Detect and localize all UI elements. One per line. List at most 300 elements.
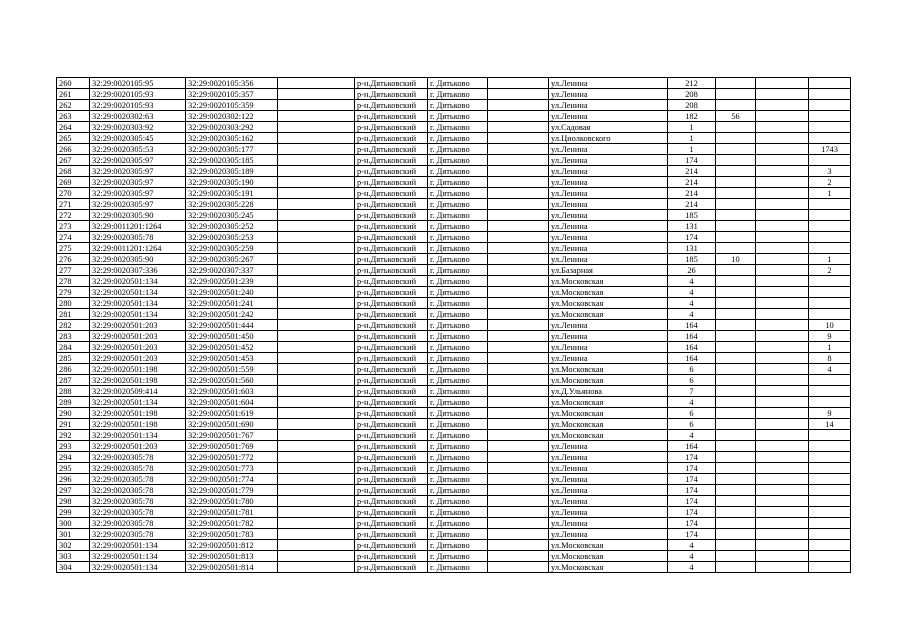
house-number-cell: 4 [668, 298, 716, 309]
empty-cell [756, 342, 809, 353]
cadastral-number-cell: 32:29:0020501:690 [186, 419, 278, 430]
empty-cell [756, 89, 809, 100]
empty-cell [756, 100, 809, 111]
empty-cell [488, 89, 549, 100]
city-cell: г. Дятьково [428, 320, 488, 331]
empty-cell [488, 452, 549, 463]
empty-cell [756, 320, 809, 331]
table-row [57, 89, 851, 100]
street-cell: ул.Московская [549, 364, 668, 375]
empty-cell [488, 287, 549, 298]
empty-cell [278, 331, 355, 342]
street-cell: ул.Ленина [549, 518, 668, 529]
row-number-cell: 277 [57, 265, 90, 276]
parent-cadastral-cell: 32:29:0020105:95 [90, 78, 186, 89]
cadastral-number-cell: 32:29:0020305:259 [186, 243, 278, 254]
street-cell: ул.Ленина [549, 166, 668, 177]
empty-cell [488, 397, 549, 408]
empty-cell [278, 166, 355, 177]
room-number-cell [809, 474, 851, 485]
city-cell: г. Дятьково [428, 452, 488, 463]
row-number-cell: 301 [57, 529, 90, 540]
city-cell: г. Дятьково [428, 474, 488, 485]
empty-cell [756, 364, 809, 375]
city-cell: г. Дятьково [428, 265, 488, 276]
table-row [57, 331, 851, 342]
city-cell: г. Дятьково [428, 254, 488, 265]
house-number-cell: 1 [668, 133, 716, 144]
empty-cell [488, 419, 549, 430]
table-row [57, 342, 851, 353]
city-cell: г. Дятьково [428, 551, 488, 562]
row-number-cell: 263 [57, 111, 90, 122]
house-number-cell: 208 [668, 100, 716, 111]
street-cell: ул.Ленина [549, 177, 668, 188]
cadastral-number-cell: 32:29:0020501:240 [186, 287, 278, 298]
house-number-cell: 6 [668, 375, 716, 386]
street-cell: ул.Московская [549, 408, 668, 419]
street-cell: ул.Московская [549, 276, 668, 287]
table-row [57, 155, 851, 166]
table-row [57, 529, 851, 540]
flat-number-cell [716, 397, 756, 408]
district-cell: р-н.Дятьковский [355, 133, 428, 144]
street-cell: ул.Циолковского [549, 133, 668, 144]
room-number-cell [809, 309, 851, 320]
flat-number-cell [716, 265, 756, 276]
row-number-cell: 283 [57, 331, 90, 342]
district-cell: р-н.Дятьковский [355, 441, 428, 452]
empty-cell [278, 397, 355, 408]
cadastral-number-cell: 32:29:0020305:252 [186, 221, 278, 232]
city-cell: г. Дятьково [428, 89, 488, 100]
row-number-cell: 303 [57, 551, 90, 562]
flat-number-cell [716, 342, 756, 353]
parent-cadastral-cell: 32:29:0020501:134 [90, 551, 186, 562]
table-row [57, 353, 851, 364]
empty-cell [488, 243, 549, 254]
cadastral-number-cell: 32:29:0020501:779 [186, 485, 278, 496]
parent-cadastral-cell: 32:29:0011201:1264 [90, 221, 186, 232]
empty-cell [278, 276, 355, 287]
street-cell: ул.Ленина [549, 144, 668, 155]
table-row [57, 496, 851, 507]
house-number-cell: 4 [668, 430, 716, 441]
flat-number-cell [716, 155, 756, 166]
cadastral-number-cell: 32:29:0020501:782 [186, 518, 278, 529]
cadastral-number-cell: 32:29:0020501:780 [186, 496, 278, 507]
cadastral-number-cell: 32:29:0020501:619 [186, 408, 278, 419]
flat-number-cell [716, 177, 756, 188]
cadastral-number-cell: 32:29:0020305:190 [186, 177, 278, 188]
empty-cell [756, 496, 809, 507]
row-number-cell: 276 [57, 254, 90, 265]
flat-number-cell [716, 551, 756, 562]
empty-cell [756, 452, 809, 463]
row-number-cell: 260 [57, 78, 90, 89]
cadastral-number-cell: 32:29:0020303:292 [186, 122, 278, 133]
house-number-cell: 6 [668, 364, 716, 375]
city-cell: г. Дятьково [428, 342, 488, 353]
flat-number-cell [716, 78, 756, 89]
city-cell: г. Дятьково [428, 122, 488, 133]
empty-cell [756, 254, 809, 265]
row-number-cell: 296 [57, 474, 90, 485]
empty-cell [278, 507, 355, 518]
parent-cadastral-cell: 32:29:0020303:92 [90, 122, 186, 133]
empty-cell [278, 199, 355, 210]
room-number-cell [809, 540, 851, 551]
parent-cadastral-cell: 32:29:0020501:134 [90, 397, 186, 408]
empty-cell [278, 353, 355, 364]
district-cell: р-н.Дятьковский [355, 221, 428, 232]
street-cell: ул.Московская [549, 375, 668, 386]
district-cell: р-н.Дятьковский [355, 375, 428, 386]
street-cell: ул.Базарная [549, 265, 668, 276]
flat-number-cell [716, 232, 756, 243]
room-number-cell: 2 [809, 265, 851, 276]
house-number-cell: 174 [668, 232, 716, 243]
empty-cell [756, 243, 809, 254]
room-number-cell [809, 221, 851, 232]
house-number-cell: 174 [668, 155, 716, 166]
empty-cell [756, 562, 809, 573]
district-cell: р-н.Дятьковский [355, 430, 428, 441]
cadastral-number-cell: 32:29:0020305:185 [186, 155, 278, 166]
table-row [57, 463, 851, 474]
empty-cell [756, 375, 809, 386]
cadastral-number-cell: 32:29:0020501:813 [186, 551, 278, 562]
house-number-cell: 208 [668, 89, 716, 100]
street-cell: ул.Московская [549, 430, 668, 441]
empty-cell [756, 485, 809, 496]
city-cell: г. Дятьково [428, 463, 488, 474]
empty-cell [488, 78, 549, 89]
house-number-cell: 4 [668, 562, 716, 573]
empty-cell [278, 89, 355, 100]
empty-cell [756, 122, 809, 133]
empty-cell [756, 166, 809, 177]
street-cell: ул.Ленина [549, 232, 668, 243]
flat-number-cell [716, 287, 756, 298]
cadastral-number-cell: 32:29:0020501:603 [186, 386, 278, 397]
empty-cell [756, 232, 809, 243]
room-number-cell: 3 [809, 166, 851, 177]
city-cell: г. Дятьково [428, 287, 488, 298]
district-cell: р-н.Дятьковский [355, 397, 428, 408]
row-number-cell: 288 [57, 386, 90, 397]
table-row [57, 199, 851, 210]
street-cell: ул.Ленина [549, 254, 668, 265]
street-cell: ул.Ленина [549, 320, 668, 331]
room-number-cell [809, 375, 851, 386]
parent-cadastral-cell: 32:29:0020501:203 [90, 441, 186, 452]
room-number-cell [809, 496, 851, 507]
empty-cell [278, 265, 355, 276]
district-cell: р-н.Дятьковский [355, 496, 428, 507]
table-row [57, 386, 851, 397]
cadastral-number-cell: 32:29:0020105:359 [186, 100, 278, 111]
empty-cell [278, 100, 355, 111]
flat-number-cell [716, 408, 756, 419]
district-cell: р-н.Дятьковский [355, 243, 428, 254]
empty-cell [488, 122, 549, 133]
registry-table [56, 77, 851, 573]
empty-cell [278, 463, 355, 474]
empty-cell [278, 122, 355, 133]
district-cell: р-н.Дятьковский [355, 89, 428, 100]
flat-number-cell [716, 375, 756, 386]
room-number-cell: 1 [809, 342, 851, 353]
table-row [57, 287, 851, 298]
cadastral-number-cell: 32:29:0020501:812 [186, 540, 278, 551]
house-number-cell: 131 [668, 221, 716, 232]
house-number-cell: 164 [668, 353, 716, 364]
house-number-cell: 185 [668, 210, 716, 221]
empty-cell [488, 364, 549, 375]
row-number-cell: 300 [57, 518, 90, 529]
empty-cell [488, 342, 549, 353]
street-cell: ул.Ленина [549, 243, 668, 254]
parent-cadastral-cell: 32:29:0020305:78 [90, 496, 186, 507]
parent-cadastral-cell: 32:29:0020501:203 [90, 353, 186, 364]
flat-number-cell: 56 [716, 111, 756, 122]
district-cell: р-н.Дятьковский [355, 518, 428, 529]
empty-cell [756, 386, 809, 397]
house-number-cell: 174 [668, 507, 716, 518]
city-cell: г. Дятьково [428, 78, 488, 89]
district-cell: р-н.Дятьковский [355, 232, 428, 243]
flat-number-cell [716, 518, 756, 529]
row-number-cell: 272 [57, 210, 90, 221]
parent-cadastral-cell: 32:29:0020501:134 [90, 309, 186, 320]
flat-number-cell [716, 243, 756, 254]
table-row [57, 474, 851, 485]
room-number-cell: 9 [809, 408, 851, 419]
room-number-cell: 4 [809, 364, 851, 375]
house-number-cell: 164 [668, 342, 716, 353]
flat-number-cell [716, 529, 756, 540]
row-number-cell: 298 [57, 496, 90, 507]
parent-cadastral-cell: 32:29:0020501:134 [90, 276, 186, 287]
empty-cell [278, 188, 355, 199]
empty-cell [278, 518, 355, 529]
empty-cell [756, 540, 809, 551]
row-number-cell: 295 [57, 463, 90, 474]
flat-number-cell [716, 144, 756, 155]
house-number-cell: 182 [668, 111, 716, 122]
district-cell: р-н.Дятьковский [355, 177, 428, 188]
parent-cadastral-cell: 32:29:0020105:93 [90, 100, 186, 111]
empty-cell [278, 210, 355, 221]
house-number-cell: 164 [668, 320, 716, 331]
empty-cell [488, 441, 549, 452]
empty-cell [756, 353, 809, 364]
empty-cell [278, 177, 355, 188]
city-cell: г. Дятьково [428, 177, 488, 188]
street-cell: ул.Московская [549, 540, 668, 551]
street-cell: ул.Московская [549, 287, 668, 298]
street-cell: ул.Московская [549, 419, 668, 430]
room-number-cell: 1 [809, 188, 851, 199]
empty-cell [756, 133, 809, 144]
empty-cell [756, 78, 809, 89]
row-number-cell: 293 [57, 441, 90, 452]
table-row [57, 397, 851, 408]
room-number-cell [809, 430, 851, 441]
row-number-cell: 264 [57, 122, 90, 133]
empty-cell [756, 287, 809, 298]
city-cell: г. Дятьково [428, 518, 488, 529]
city-cell: г. Дятьково [428, 375, 488, 386]
flat-number-cell [716, 562, 756, 573]
room-number-cell [809, 199, 851, 210]
cadastral-number-cell: 32:29:0020105:357 [186, 89, 278, 100]
table-row [57, 408, 851, 419]
row-number-cell: 282 [57, 320, 90, 331]
city-cell: г. Дятьково [428, 386, 488, 397]
parent-cadastral-cell: 32:29:0020501:134 [90, 287, 186, 298]
district-cell: р-н.Дятьковский [355, 122, 428, 133]
flat-number-cell [716, 199, 756, 210]
row-number-cell: 269 [57, 177, 90, 188]
district-cell: р-н.Дятьковский [355, 155, 428, 166]
cadastral-number-cell: 32:29:0020501:444 [186, 320, 278, 331]
cadastral-number-cell: 32:29:0020305:253 [186, 232, 278, 243]
table-row [57, 166, 851, 177]
city-cell: г. Дятьково [428, 133, 488, 144]
room-number-cell [809, 243, 851, 254]
cadastral-number-cell: 32:29:0020501:604 [186, 397, 278, 408]
room-number-cell [809, 463, 851, 474]
city-cell: г. Дятьково [428, 485, 488, 496]
district-cell: р-н.Дятьковский [355, 562, 428, 573]
district-cell: р-н.Дятьковский [355, 364, 428, 375]
flat-number-cell [716, 386, 756, 397]
parent-cadastral-cell: 32:29:0020305:97 [90, 199, 186, 210]
empty-cell [278, 232, 355, 243]
table-row [57, 188, 851, 199]
room-number-cell: 9 [809, 331, 851, 342]
empty-cell [488, 353, 549, 364]
parent-cadastral-cell: 32:29:0020305:90 [90, 210, 186, 221]
parent-cadastral-cell: 32:29:0020305:90 [90, 254, 186, 265]
table-row [57, 232, 851, 243]
empty-cell [488, 562, 549, 573]
row-number-cell: 294 [57, 452, 90, 463]
district-cell: р-н.Дятьковский [355, 265, 428, 276]
parent-cadastral-cell: 32:29:0020305:97 [90, 155, 186, 166]
flat-number-cell [716, 364, 756, 375]
table-row [57, 320, 851, 331]
street-cell: ул.Московская [549, 298, 668, 309]
empty-cell [278, 496, 355, 507]
empty-cell [488, 100, 549, 111]
empty-cell [278, 408, 355, 419]
empty-cell [278, 320, 355, 331]
empty-cell [278, 419, 355, 430]
row-number-cell: 262 [57, 100, 90, 111]
table-row [57, 375, 851, 386]
district-cell: р-н.Дятьковский [355, 166, 428, 177]
table-row [57, 485, 851, 496]
parent-cadastral-cell: 32:29:0020501:203 [90, 320, 186, 331]
empty-cell [488, 485, 549, 496]
city-cell: г. Дятьково [428, 210, 488, 221]
cadastral-number-cell: 32:29:0020305:267 [186, 254, 278, 265]
cadastral-number-cell: 32:29:0020501:559 [186, 364, 278, 375]
street-cell: ул.Садовая [549, 122, 668, 133]
city-cell: г. Дятьково [428, 540, 488, 551]
empty-cell [756, 408, 809, 419]
row-number-cell: 279 [57, 287, 90, 298]
cadastral-number-cell: 32:29:0020501:767 [186, 430, 278, 441]
flat-number-cell [716, 485, 756, 496]
table-row [57, 265, 851, 276]
cadastral-number-cell: 32:29:0020501:453 [186, 353, 278, 364]
room-number-cell: 8 [809, 353, 851, 364]
row-number-cell: 271 [57, 199, 90, 210]
empty-cell [756, 177, 809, 188]
table-row [57, 364, 851, 375]
house-number-cell: 4 [668, 276, 716, 287]
empty-cell [488, 199, 549, 210]
cadastral-number-cell: 32:29:0020105:356 [186, 78, 278, 89]
flat-number-cell [716, 309, 756, 320]
table-row [57, 452, 851, 463]
parent-cadastral-cell: 32:29:0020501:203 [90, 342, 186, 353]
empty-cell [488, 474, 549, 485]
empty-cell [278, 430, 355, 441]
house-number-cell: 174 [668, 452, 716, 463]
room-number-cell [809, 210, 851, 221]
street-cell: ул.Ленина [549, 529, 668, 540]
empty-cell [488, 265, 549, 276]
parent-cadastral-cell: 32:29:0020501:203 [90, 331, 186, 342]
room-number-cell [809, 518, 851, 529]
empty-cell [756, 463, 809, 474]
row-number-cell: 287 [57, 375, 90, 386]
flat-number-cell [716, 441, 756, 452]
parent-cadastral-cell: 32:29:0020501:134 [90, 430, 186, 441]
empty-cell [278, 551, 355, 562]
city-cell: г. Дятьково [428, 507, 488, 518]
empty-cell [278, 485, 355, 496]
table-row [57, 276, 851, 287]
cadastral-number-cell: 32:29:0020501:773 [186, 463, 278, 474]
parent-cadastral-cell: 32:29:0020302:63 [90, 111, 186, 122]
flat-number-cell [716, 122, 756, 133]
flat-number-cell [716, 210, 756, 221]
row-number-cell: 290 [57, 408, 90, 419]
empty-cell [756, 188, 809, 199]
city-cell: г. Дятьково [428, 100, 488, 111]
district-cell: р-н.Дятьковский [355, 298, 428, 309]
empty-cell [278, 254, 355, 265]
flat-number-cell [716, 540, 756, 551]
empty-cell [756, 441, 809, 452]
flat-number-cell [716, 298, 756, 309]
street-cell: ул.Ленина [549, 452, 668, 463]
cadastral-number-cell: 32:29:0020501:241 [186, 298, 278, 309]
table-row [57, 540, 851, 551]
house-number-cell: 4 [668, 287, 716, 298]
street-cell: ул.Московская [549, 562, 668, 573]
city-cell: г. Дятьково [428, 353, 488, 364]
table-row [57, 419, 851, 430]
empty-cell [488, 463, 549, 474]
district-cell: р-н.Дятьковский [355, 386, 428, 397]
